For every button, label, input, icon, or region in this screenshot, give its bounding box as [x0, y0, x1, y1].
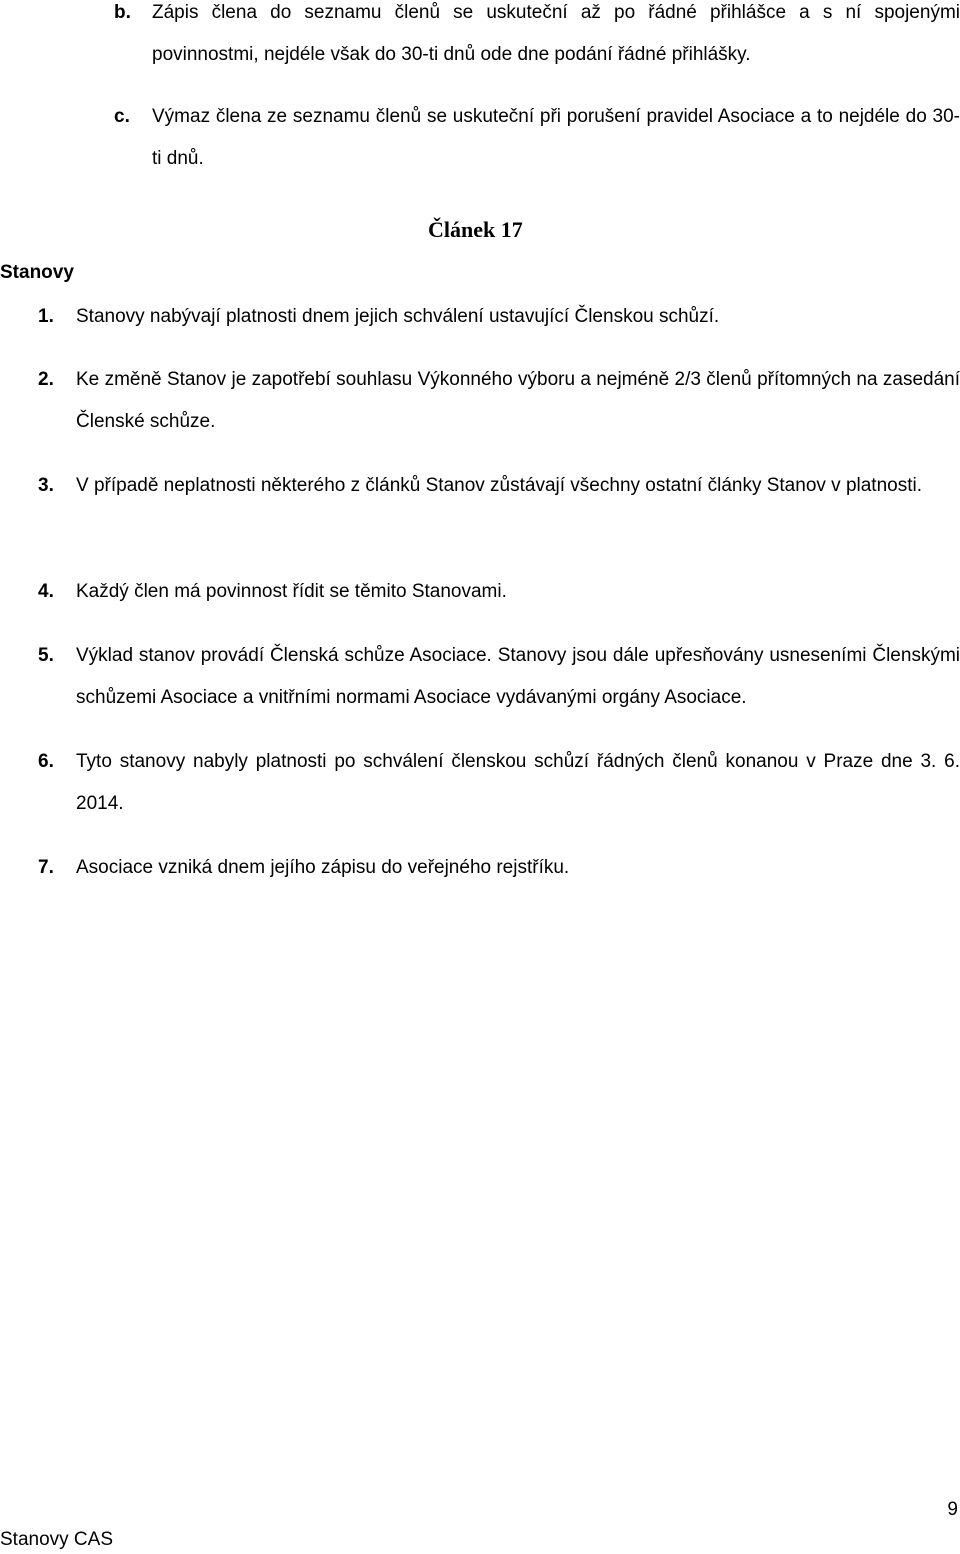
clause-text: Tyto stanovy nabyly platnosti po schválení členskou schůzí řádných členů konanou v Praze dne 3. 6. 2014.	[76, 751, 960, 814]
sub-item-text: Výmaz člena ze seznamu členů se uskuteční při porušení pravidel Asociace a to nejdéle do 30-ti dnů.	[152, 106, 960, 169]
clause-6	[38, 741, 960, 825]
sub-item-c	[114, 96, 960, 180]
sub-item-b	[114, 0, 960, 76]
clause-3	[38, 465, 960, 507]
footer-document-label: Stanovy CAS	[0, 1529, 113, 1550]
clause-7	[38, 847, 960, 889]
page-number: 9	[947, 1499, 958, 1520]
section-title: Stanovy	[0, 262, 74, 283]
clause-text: V případě neplatnosti některého z článků Stanov zůstávají všechny ostatní články Stanov v platnosti.	[76, 475, 922, 496]
clause-number: 3.	[38, 475, 54, 496]
clause-number: 6.	[38, 751, 54, 772]
clause-number: 4.	[38, 581, 54, 602]
clause-text: Výklad stanov provádí Členská schůze Asociace. Stanovy jsou dále upřesňovány usneseními Členskými schůzemi Asociace a vnitřními normami Asociace vydávanými orgány Asociace.	[76, 645, 960, 708]
clause-text: Ke změně Stanov je zapotřebí souhlasu Výkonného výboru a nejméně 2/3 členů přítomných na zasedání Členské schůze.	[76, 369, 960, 432]
clause-text: Stanovy nabývají platnosti dnem jejich schválení ustavující Členskou schůzí.	[76, 306, 720, 327]
clause-1	[38, 296, 960, 338]
clause-number: 2.	[38, 369, 54, 390]
sub-item-number: b.	[114, 2, 131, 23]
article-heading: Článek 17	[428, 217, 523, 242]
sub-item-number: c.	[114, 106, 130, 127]
clause-4	[38, 571, 960, 613]
clause-text: Asociace vzniká dnem jejího zápisu do veřejného rejstříku.	[76, 857, 570, 878]
sub-item-text: Zápis člena do seznamu členů se uskuteční až po řádné přihlášce a s ní spojenými povinnostmi, nejdéle však do 30-ti dnů ode dne podání řádné přihlášky.	[152, 2, 960, 65]
clause-text: Každý člen má povinnost řídit se těmito Stanovami.	[76, 581, 507, 602]
clause-number: 5.	[38, 645, 54, 666]
clause-5	[38, 635, 960, 719]
clause-2	[38, 359, 960, 443]
clause-number: 1.	[38, 306, 54, 327]
clause-number: 7.	[38, 857, 54, 878]
